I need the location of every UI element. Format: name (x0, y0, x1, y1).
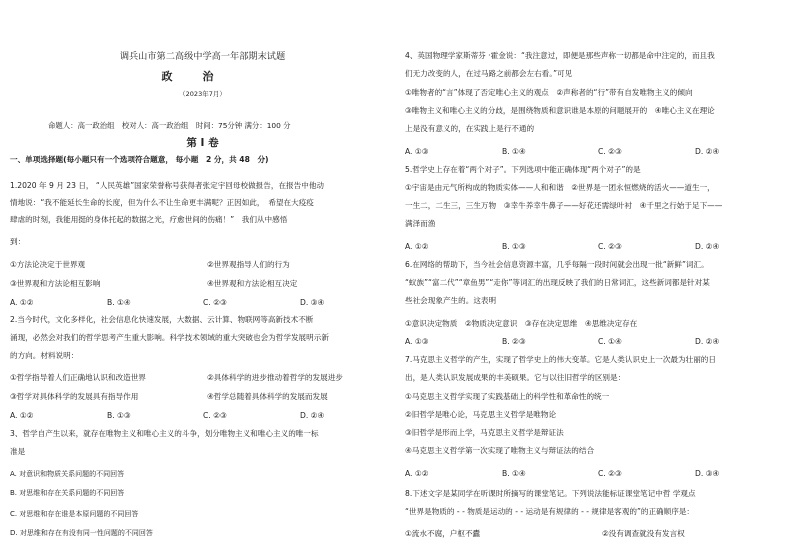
section-heading: 一、单项选择题(每小题只有一个选项符合题意， 每小题 2 分，共 48 分) (10, 155, 269, 164)
exam-title: 调兵山市第二高级中学高一年部期末试题 (119, 51, 286, 62)
q3-option-d: D. 对思维和存在有没有同一性问题的不同回答 (10, 529, 153, 537)
q2-option: ④哲学总随着具体科学的发展而发展 (207, 392, 328, 401)
q6-answer-b: B. ②③ (502, 337, 526, 346)
q8-stem-line: 8.下述文字是某同学在听课时所摘写的课堂笔记。下列说法能标证课堂笔记中哲 学观点 (405, 489, 696, 498)
q1-answer-c: C. ②③ (203, 298, 227, 307)
q6-answer-d: D. ②④ (695, 337, 720, 346)
q2-option: ②具体科学的进步推动着哲学的发展进步 (207, 373, 343, 382)
q7-option-line: ③旧哲学是形而上学，马克思主义哲学是辩证法 (405, 428, 564, 437)
q6-answer-a: A. ①③ (405, 337, 429, 346)
q6-answer-c: C. ①④ (598, 337, 622, 346)
q5-option-line: 一生二，二生三，三生万物 ③幸牛养幸牛鼻子——好花还需绿叶衬 ④千里之行始于足下—— (405, 201, 723, 210)
q1-option: ①方法论决定于世界观 (10, 260, 86, 269)
q6-stem-line: “蚁族”“富二代”“章鱼男”“走你”等词汇的出现反映了我们的日常词汇，这些新词都是针对某 (405, 278, 710, 287)
q1-option: ③世界观和方法论相互影响 (10, 279, 101, 288)
q3-stem-line: 准是 (10, 447, 26, 456)
q6-option-line: ①意识决定物质 ②物质决定意识 ③存在决定思维 ④思维决定存在 (405, 319, 638, 328)
q4-stem-line: 们无力改变的人，在过马路之前都会左右看。”可见 (405, 69, 573, 78)
q2-stem-line: 涌现，必然会对我们的哲学思考产生重大影响。科学技术领域的重大突破也会为哲学发展明示新 (10, 333, 329, 342)
q1-answer-d: D. ③④ (300, 298, 325, 307)
q4-option-line: 上是没有意义的，在实践上是行不通的 (405, 124, 535, 133)
q1-answer-b: B. ①④ (107, 298, 131, 307)
volume-heading: 第 I 卷 (186, 137, 219, 149)
q7-option-line: ①马克思主义哲学实现了实践基础上的科学性和革命性的统一 (405, 392, 610, 401)
exam-meta: 命题人：高一政治组 校对人：高一政治组 时间：75分钟 满分：100 分 (48, 121, 291, 130)
q4-answer-d: D. ②④ (695, 147, 720, 156)
q2-option: ③哲学对具体科学的发展具有指导作用 (10, 392, 139, 401)
q6-stem-line: 些社会现象产生的。这表明 (405, 296, 497, 305)
q5-stem-line: 5.哲学史上存在着“两个对子”。下列选项中能正确体现“两个对子”的是 (405, 165, 641, 174)
q7-stem-line: 7.马克思主义哲学的产生，实现了哲学史上的伟大变革。它是人类认识史上一次最为壮丽的日 (405, 355, 716, 364)
q1-stem-line: 到： (10, 237, 26, 246)
q4-answer-b: B. ①④ (502, 147, 526, 156)
q1-option: ④世界观和方法论相互决定 (207, 279, 298, 288)
q2-answer-c: C. ②③ (203, 411, 227, 420)
q7-answer-a: A. ①② (405, 469, 429, 478)
q2-option: ①哲学指导着人们正确地认识和改造世界 (10, 373, 146, 382)
q5-answer-c: C. ②③ (598, 242, 622, 251)
exam-date: （2023年7月） (179, 90, 226, 98)
q7-option-line: ④马克思主义哲学第一次实现了唯物主义与辩证法的结合 (405, 446, 595, 455)
q2-answer-d: D. ②④ (300, 411, 325, 420)
q5-answer-a: A. ①② (405, 242, 429, 251)
q1-stem-line: 肆虐的时刻，我能用挺的身体托起的数据之光，疗愈世间的伤痛！” 我们从中感悟 (10, 215, 288, 224)
q1-stem-line: 1.2020 年 9 月 23 日， “人民英雄”国家荣誉称号获得者张定宇回母校做报告，在报告中他动 (10, 181, 325, 190)
q5-answer-b: B. ①③ (502, 242, 526, 251)
q4-stem-line: 4、英国物理学家斯蒂芬 ·霍金说：“我注意过，即便是那些声称一切都是命中注定的，而且我 (405, 51, 715, 60)
q8-option: ②没有调查就没有发言权 (602, 529, 685, 538)
q4-answer-c: C. ②③ (598, 147, 622, 156)
q2-stem-line: 的方向。材料说明： (10, 351, 79, 360)
q4-option-line: ①唯物者的“言”体现了否定唯心主义的观点 ②声称者的“行”带有自发唯物主义的倾向 (405, 88, 693, 97)
q6-stem-line: 6.在网络的帮助下，当今社会信息资源丰富，几乎每隔一段时间就会出现一批“新鲜”词汇。 (405, 260, 709, 269)
q5-answer-d: D. ②④ (695, 242, 720, 251)
q8-stem-line: “世界是物质的 - - 物质是运动的 - - 运动是有规律的 - - 规律是客观的”的正确顺序是： (405, 507, 695, 516)
q3-option-a: A. 对意识和物质关系问题的不同回答 (10, 470, 125, 478)
q2-answer-a: A. ①② (10, 411, 34, 420)
q7-answer-d: D. ③④ (695, 469, 720, 478)
q1-option: ②世界观指导人们的行为 (207, 260, 290, 269)
q3-option-b: B. 对思维和存在关系问题的不同回答 (10, 489, 125, 497)
q1-stem-line: 情地说：“我不能延长生命的长度，但为什么不让生命更丰满呢？正因如此， 希望在大疫疫 (10, 198, 314, 207)
q4-option-line: ③唯物主义和唯心主义的分歧，是围绕物质和意识谁是本原的问题展开的 ④唯心主义在理论 (405, 106, 715, 115)
subject-title: 政治 (161, 70, 244, 83)
q7-option-line: ②旧哲学是唯心论，马克思主义哲学是唯物论 (405, 410, 557, 419)
q8-option: ①流水不腐，户枢不蠹 (405, 529, 481, 538)
q7-answer-c: C. ②③ (598, 469, 622, 478)
q2-stem-line: 2.当今时代，文化多样化，社会信息化快速发展，大数据、云计算、物联网等高新技术不断 (10, 315, 314, 324)
q5-option-line: ①宇宙是由元气所构成的物质实体——人和和谐 ②世界是一团永恒燃烧的活火——道生一， (405, 183, 715, 192)
q7-stem-line: 出，是人类认识发展成果的丰美硕果。它与以往旧哲学的区别是： (405, 373, 626, 382)
q3-stem-line: 3、哲学自产生以来，就存在唯物主义和唯心主义的斗争，划分唯物主义和唯心主义的唯一标 (10, 429, 319, 438)
q3-option-c: C. 对思维和存在谁是本原问题的不同回答 (10, 510, 139, 518)
q1-answer-a: A. ①② (10, 298, 34, 307)
q5-option-line: 满泽而渔 (405, 219, 436, 228)
q4-answer-a: A. ①③ (405, 147, 429, 156)
q7-answer-b: B. ①④ (502, 469, 526, 478)
q2-answer-b: B. ①③ (107, 411, 131, 420)
